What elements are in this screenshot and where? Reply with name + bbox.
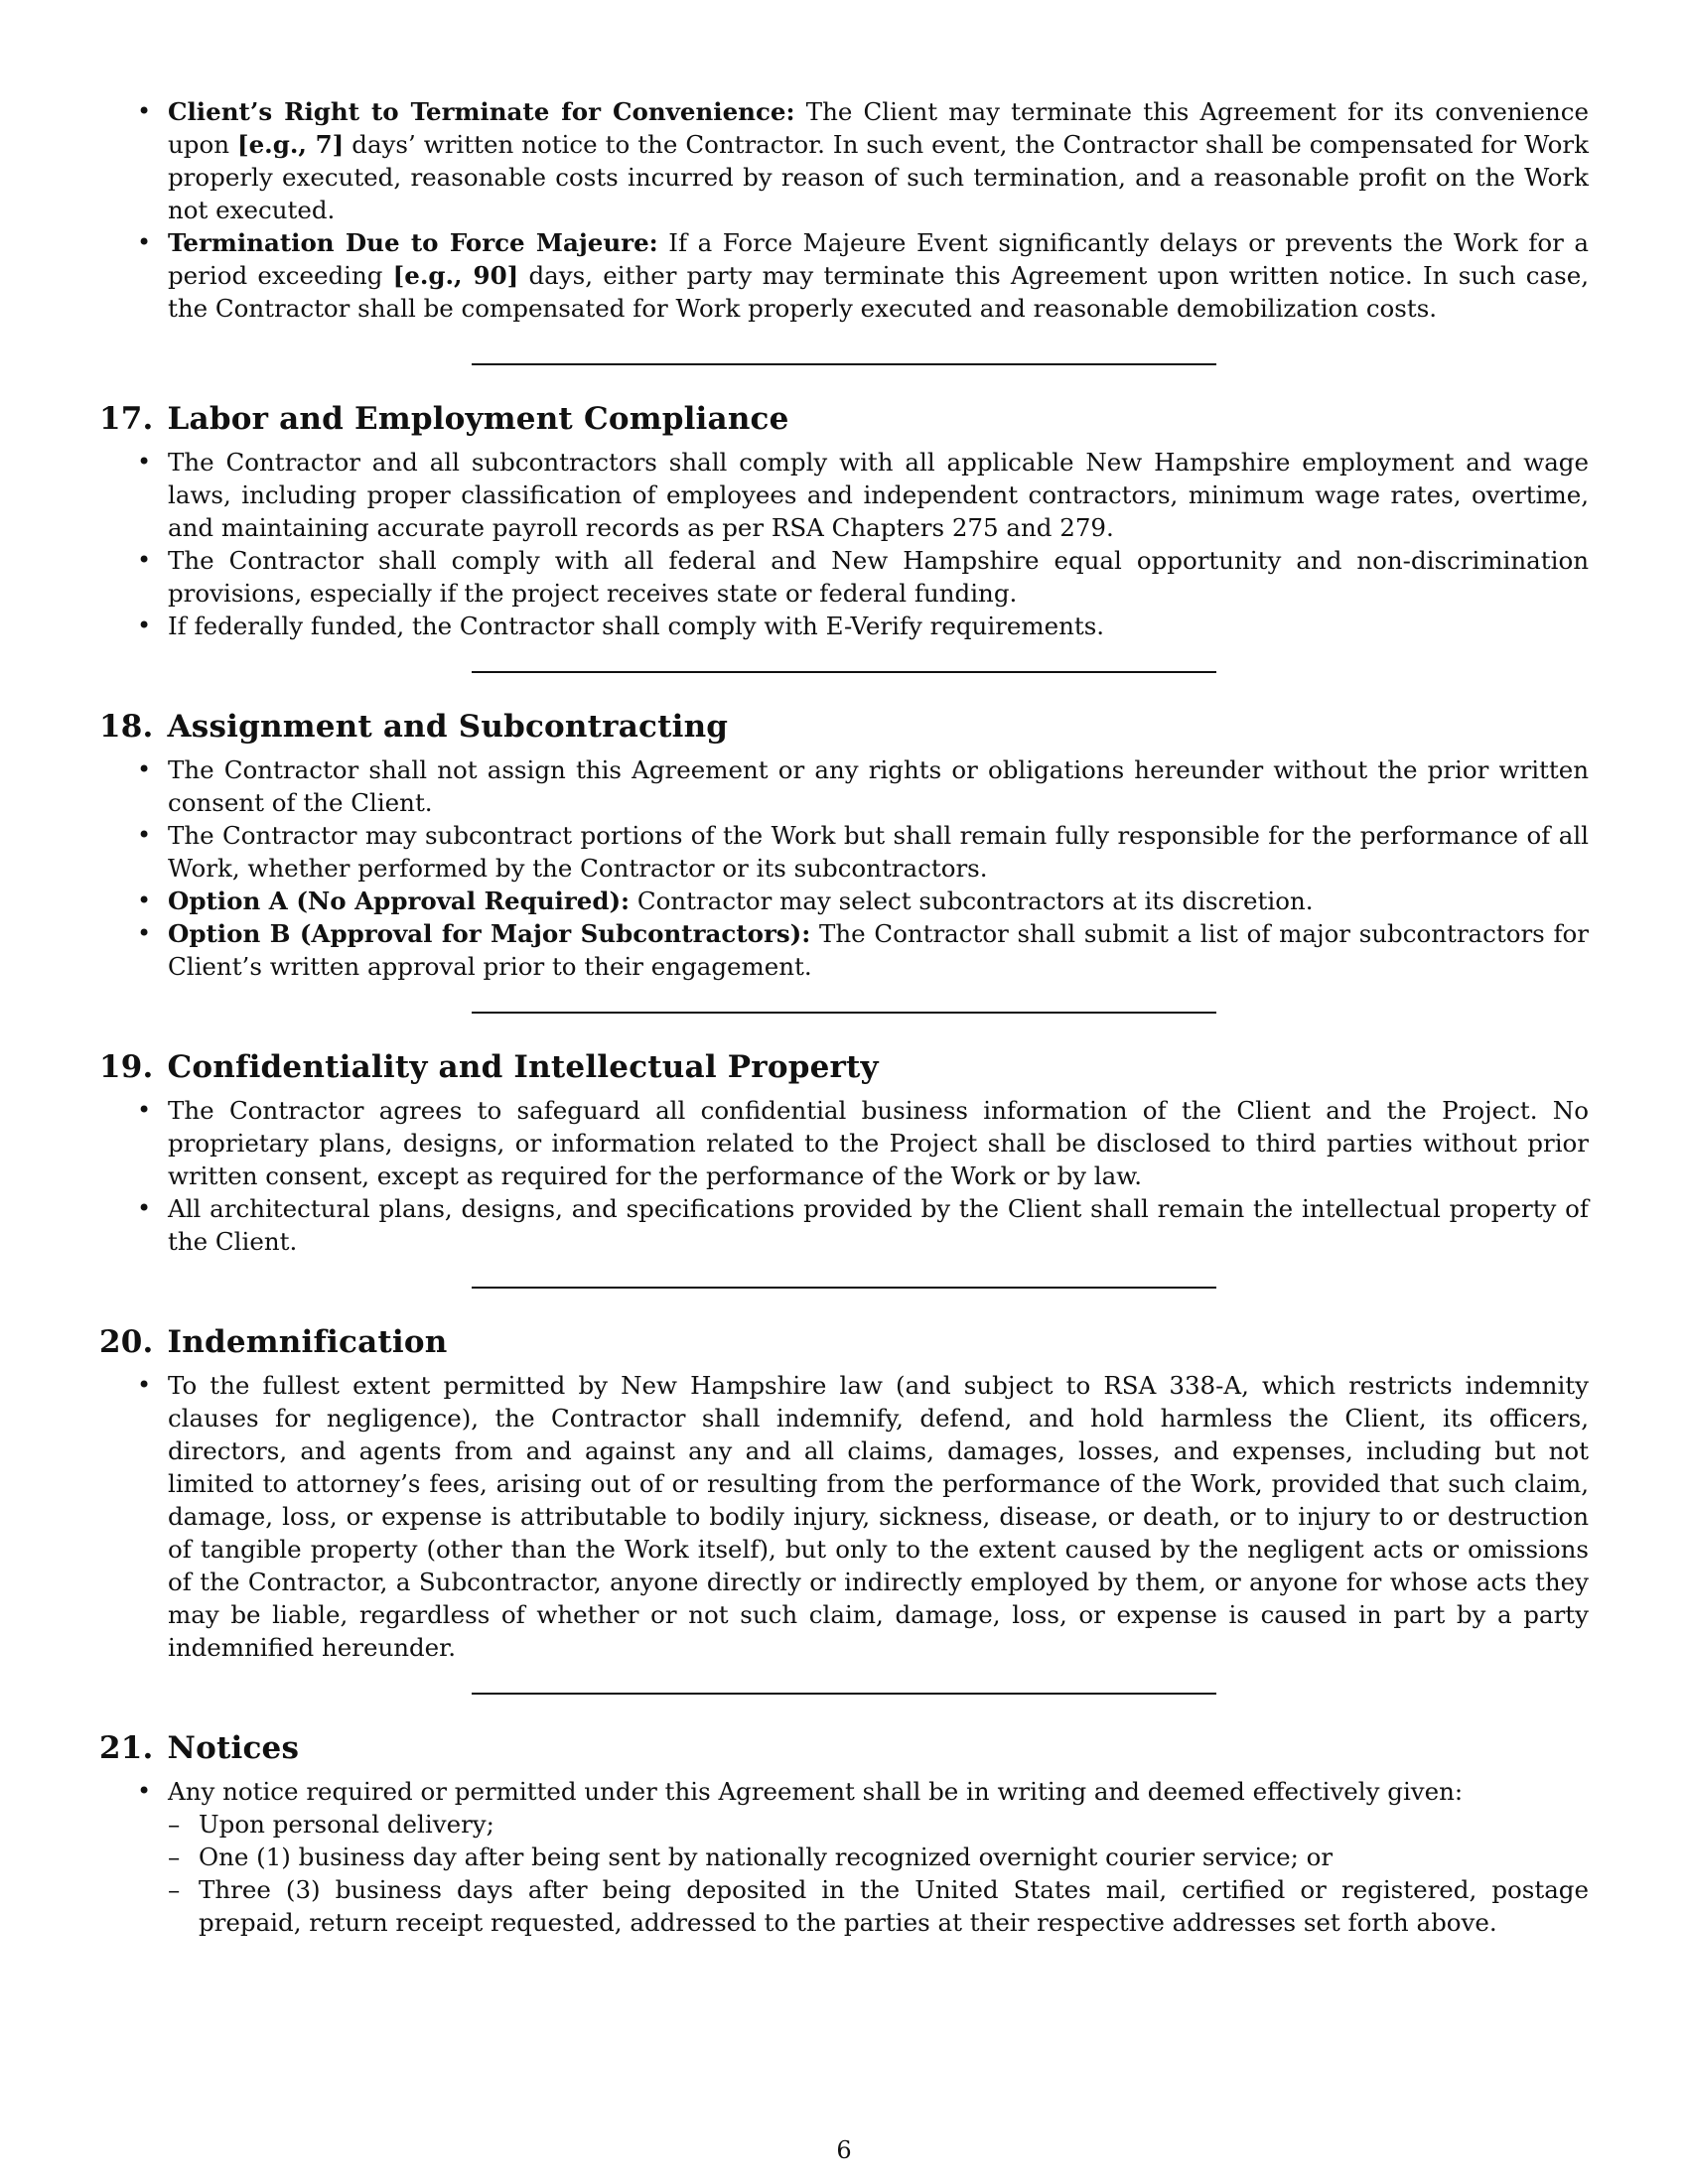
list-item: • If federally funded, the Contractor shall comply with E-Verify requirements. xyxy=(99,610,1589,642)
section-heading-19: 19. Confidentiality and Intellectual Property xyxy=(99,1049,879,1085)
option-label: Option A (No Approval Required): xyxy=(168,887,631,915)
list-item: • The Contractor may subcontract portions of the Work but shall remain fully responsible for the performance of all Work, whether performed by the Contractor or its subcontractors. xyxy=(99,819,1589,885)
sub-list-item: – Upon personal delivery; xyxy=(168,1808,1589,1841)
section-heading-20: 20. Indemnification xyxy=(99,1324,448,1360)
section-divider xyxy=(472,671,1216,673)
list-item: • Client’s Right to Terminate for Convenience: The Client may terminate this Agreement for its convenience upon [e.g., 7] days’ written notice to the Contractor. In such event, the Contractor shall be compensated for Work properly executed, reasonable costs incurred by reason of such termination, and a reasonable profit on the Work not executed. xyxy=(99,95,1589,226)
section-divider xyxy=(472,363,1216,365)
list-item: • Termination Due to Force Majeure: If a Force Majeure Event significantly delays or prevents the Work for a period exceeding [e.g., 90] days, either party may terminate this Agreement upon written notice. In such case, the Contractor shall be compensated for Work properly executed and reasonable demobilization costs. xyxy=(99,226,1589,325)
sub-list-item: – Three (3) business days after being deposited in the United States mail, certified or registered, postage prepaid, return receipt requested, addressed to the parties at their respective addresses set forth above. xyxy=(168,1873,1589,1939)
section-divider xyxy=(472,1012,1216,1014)
list-item: • Option B (Approval for Major Subcontractors): The Contractor shall submit a list of major subcontractors for Client’s written approval prior to their engagement. xyxy=(99,917,1589,983)
sub-list-item: – One (1) business day after being sent by nationally recognized overnight courier service; or xyxy=(168,1841,1589,1873)
item-label: Termination Due to Force Majeure: xyxy=(168,228,658,257)
section-divider xyxy=(472,1693,1216,1695)
list-item: • The Contractor shall comply with all federal and New Hampshire equal opportunity and non-discrimination provisions, especially if the project receives state or federal funding. xyxy=(99,544,1589,610)
list-item: • The Contractor agrees to safeguard all confidential business information of the Client and the Project. No proprietary plans, designs, or information related to the Project shall be disclosed to third parties without prior written consent, except as required for the performance of the Work or by law. xyxy=(99,1094,1589,1192)
list-item: • All architectural plans, designs, and specifications provided by the Client shall remain the intellectual property of the Client. xyxy=(99,1192,1589,1258)
item-label: Client’s Right to Terminate for Convenience: xyxy=(168,97,795,126)
section-19-list xyxy=(99,1094,1589,1258)
page-number: 6 xyxy=(836,2136,852,2164)
document-body xyxy=(99,95,1589,1939)
list-item: • To the fullest extent permitted by New Hampshire law (and subject to RSA 338-A, which restricts indemnity clauses for negligence), the Contractor shall indemnify, defend, and hold harmless the Client, its officers, directors, and agents from and against any and all claims, damages, losses, and expenses, including but not limited to attorney’s fees, arising out of or resulting from the performance of the Work, provided that such claim, damage, loss, or expense is attributable to bodily injury, sickness, disease, or death, or to injury to or destruction of tangible property (other than the Work itself), but only to the extent caused by the negligent acts or omissions of the Contractor, a Subcontractor, anyone directly or indirectly employed by them, or anyone for whose acts they may be liable, regardless of whether or not such claim, damage, loss, or expense is caused in part by a party indemnified hereunder. xyxy=(99,1369,1589,1664)
section-20-list xyxy=(99,1369,1589,1664)
notice-methods-list xyxy=(168,1808,1589,1939)
section-17-list xyxy=(99,446,1589,642)
list-item xyxy=(99,1775,1589,1939)
section-heading-17: 17. Labor and Employment Compliance xyxy=(99,401,789,437)
section-heading-21: 21. Notices xyxy=(99,1730,300,1766)
section-heading-18: 18. Assignment and Subcontracting xyxy=(99,709,729,745)
section-18-list xyxy=(99,753,1589,983)
list-item: • The Contractor and all subcontractors shall comply with all applicable New Hampshire employment and wage laws, including proper classification of employees and independent contractors, minimum wage rates, overtime, and maintaining accurate payroll records as per RSA Chapters 275 and 279. xyxy=(99,446,1589,544)
section-21-list xyxy=(99,1775,1589,1939)
termination-list xyxy=(99,95,1589,325)
option-label: Option B (Approval for Major Subcontractors): xyxy=(168,919,811,948)
section-divider xyxy=(472,1287,1216,1289)
notice-lead: Any notice required or permitted under this Agreement shall be in writing and deemed effectively given: xyxy=(168,1777,1464,1806)
list-item: • Option A (No Approval Required): Contractor may select subcontractors at its discretion. xyxy=(99,885,1589,917)
list-item: • The Contractor shall not assign this Agreement or any rights or obligations hereunder without the prior written consent of the Client. xyxy=(99,753,1589,819)
